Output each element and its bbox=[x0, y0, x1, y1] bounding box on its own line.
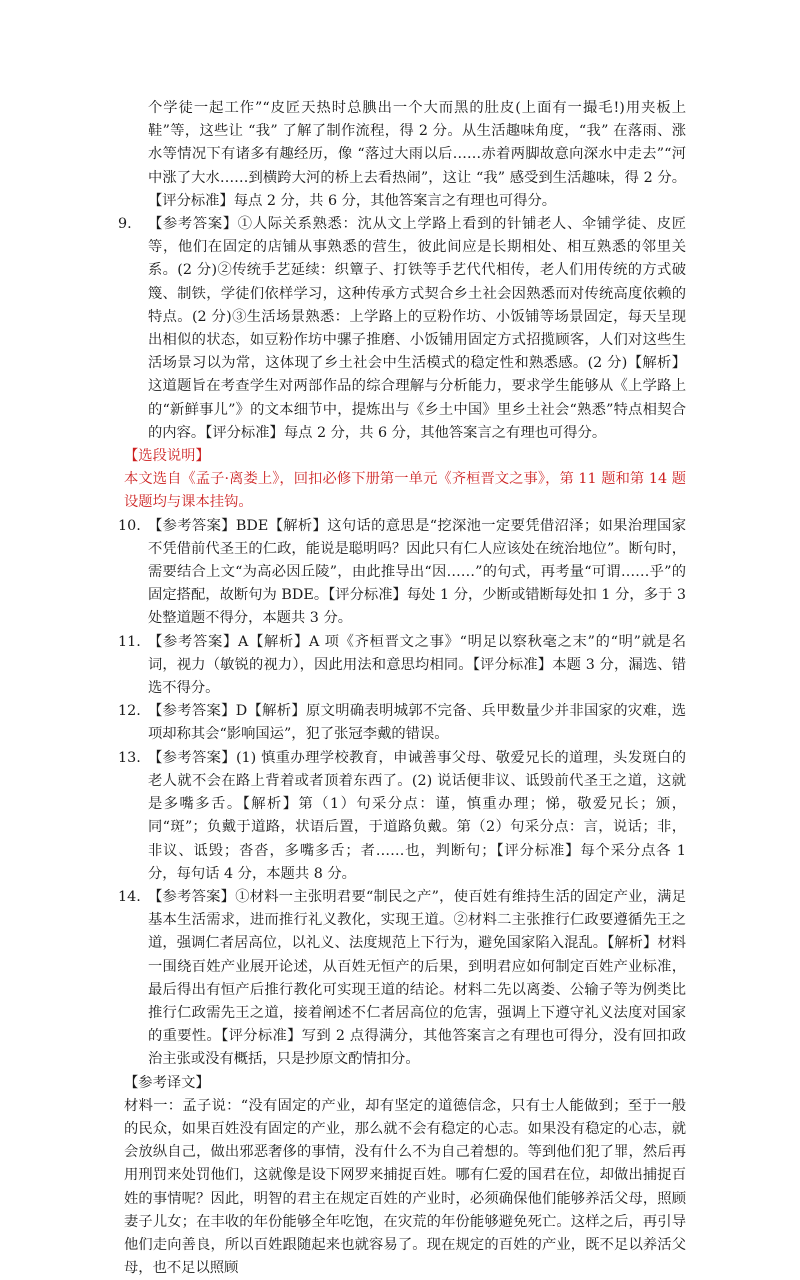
answer-item-10 bbox=[118, 515, 686, 631]
answer-item-12 bbox=[118, 700, 686, 746]
answer-item-11 bbox=[118, 631, 686, 701]
item-text: 【参考答案】①材料一主张明君要“制民之产”，使百姓有维持生活的固定产业，满足基本生活需求，进而推行礼义教化，实现王道。②材料二主张推行仁政要遵循先王之道，强调仁者居高位，以礼义、法度规范上下行为，避免国家陷入混乱。【解析】材料一围绕百姓产业展开论述，从百姓无恒产的后果，到明君应如何制定百姓产业标准，最后得出有恒产后推行教化可实现王道的结论。材料二先以离娄、公输子等为例类比推行仁政需先王之道，接着阐述不仁者居高位的危害，强调上下遵守礼义法度对国家的重要性。【评分标准】写到 2 点得满分，其他答案言之有理也可得分，没有回扣政治主张或没有概括，只是抄原文酌情扣分。 bbox=[148, 888, 686, 1068]
item-text: 【参考答案】(1) 慎重办理学校教育，申诫善事父母、敬爱兄长的道理，头发斑白的老人就不会在路上背着或者顶着东西了。(2) 说话便非议、诋毁前代圣王之道，这就是多嘴多舌。【解析】第（1）句采分点：谨，慎重办理；悌，敬爱兄长；颁，同“斑”；负戴于道路，状语后置，于道路负戴。第（2）句采分点：言，说话；非，非议、诋毁；沓沓，多嘴多舌；者……也，判断句；【评分标准】每个采分点各 1 分，每句话 4 分，本题共 8 分。 bbox=[148, 749, 686, 882]
item-text: 【参考答案】BDE【解析】这句话的意思是“挖深池一定要凭借沼泽；如果治理国家不凭借前代圣王的仁政，能说是聪明吗？因此只有仁人应该处在统治地位”。断句时，需要结合上文“为高必因丘陵”，由此推导出“因……”的句式，再考量“可谓……乎”的固定搭配，故断句为 BDE。【评分标准】每处 1 分，少断或错断每处扣 1 分，多于 3 处整道题不得分，本题共 3 分。 bbox=[148, 517, 686, 627]
item-number: 14. bbox=[118, 888, 141, 905]
answer-item-9 bbox=[118, 213, 686, 445]
translation-heading: 【参考译文】 bbox=[124, 1074, 210, 1091]
item-number: 10. bbox=[118, 517, 141, 534]
answer-content bbox=[0, 97, 800, 1280]
section-description: 本文选自《孟子·离娄上》，回扣必修下册第一单元《齐桓晋文之事》，第 11 题和第 14 题设题均与课本挂钩。 bbox=[124, 471, 686, 511]
item-number: 12. bbox=[118, 703, 141, 720]
translation-text: 材料一：孟子说：“没有固定的产业，却有坚定的道德信念，只有士人能做到；至于一般的民众，如果百姓没有固定的产业，那么就不会有稳定的心志。如果没有稳定的心志，就会放纵自己，做出邪恶奢侈的事情，没有什么不为自己着想的。等到他们犯了罪，然后再用刑罚来处罚他们，这就像是设下网罗来捕捉百姓。哪有仁爱的国君在位，却做出捕捉百姓的事情呢？因此，明智的君主在规定百姓的产业时，必须确保他们能够养活父母，照顾妻子儿女；在丰收的年份能够全年吃饱，在灾荒的年份能够避免死亡。这样之后，再引导他们走向善良，所以百姓跟随起来也就容易了。现在规定的百姓的产业，既不足以养活父母，也不足以照顾 bbox=[124, 1097, 686, 1277]
answer-8-continuation: 个学徒一起工作”“皮匠天热时总腆出一个大而黑的肚皮(上面有一撮毛!)用夹板上鞋”等，这些让 “我” 了解了制作流程，得 2 分。从生活趣味角度，“我” 在落雨、涨水等情况下有诸多有趣经历，像 “落过大雨以后……赤着两脚故意向深水中走去”“河中涨了大水……到横跨大河的桥上去看热闹”，这让 “我” 感受到生活趣味，得 2 分。【评分标准】每点 2 分，共 6 分，其他答案言之有理也可得分。 bbox=[148, 100, 686, 209]
answer-item-13 bbox=[118, 747, 686, 886]
item-number: 13. bbox=[118, 749, 141, 766]
answer-item-14 bbox=[118, 886, 686, 1072]
item-number: 9. bbox=[118, 216, 132, 233]
item-text: 【参考答案】①人际关系熟悉：沈从文上学路上看到的针铺老人、伞铺学徒、皮匠等，他们在固定的店铺从事熟悉的营生，彼此间应是长期相处、相互熟悉的邻里关系。(2 分)②传统手艺延续：织簟子、打铁等手艺代代相传，老人们用传统的方式破篾、制铁，学徒们依样学习，这种传承方式契合乡土社会因熟悉而对传统高度依赖的特点。(2 分)③生活场景熟悉：上学路上的豆粉作坊、小饭铺等场景固定，每天呈现出相似的状态，如豆粉作坊中骡子推磨、小饭铺用固定方式招揽顾客，人们对这些生活场景习以为常，这体现了乡土社会中生活模式的稳定性和熟悉感。(2 分)【解析】这道题旨在考查学生对两部作品的综合理解与分析能力，要求学生能够从《上学路上的“新鲜事儿”》的文本细节中，提炼出与《乡土中国》里乡土社会“熟悉”特点相契合的内容。【评分标准】每点 2 分，共 6 分，其他答案言之有理也可得分。 bbox=[148, 216, 686, 441]
item-text: 【参考答案】D【解析】原文明确表明城郭不完备、兵甲数量少并非国家的灾难，选项却称其会“影响国运”，犯了张冠李戴的错误。 bbox=[148, 703, 686, 743]
item-text: 【参考答案】A【解析】A 项《齐桓晋文之事》“明足以察秋毫之末”的“明”就是名词，视力（敏锐的视力），因此用法和意思均相同。【评分标准】本题 3 分，漏选、错选不得分。 bbox=[148, 633, 686, 697]
item-number: 11. bbox=[118, 633, 141, 650]
section-heading: 【选段说明】 bbox=[124, 448, 210, 465]
